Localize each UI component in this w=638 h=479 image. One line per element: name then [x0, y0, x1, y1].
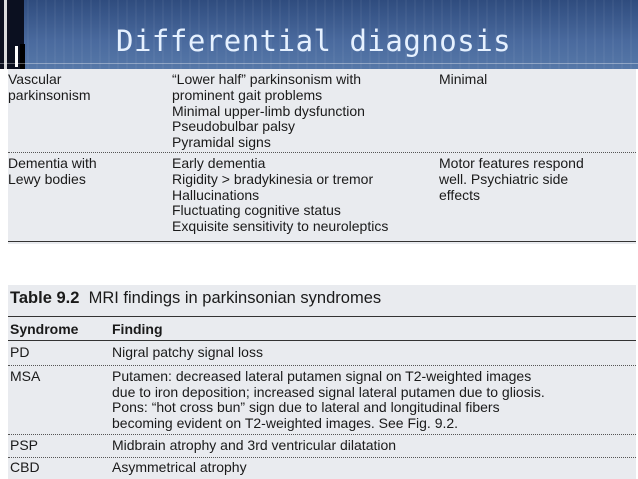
table-caption-text: MRI findings in parkinsonian syndromes — [88, 289, 382, 307]
finding-line: becoming evident on T2-weighted images. See Fig. 9.2. — [112, 414, 459, 431]
condition-cell — [8, 72, 168, 104]
syndrome-cell: CBD — [10, 459, 40, 475]
table-bottom-rule — [8, 241, 636, 242]
response-line: Motor features respond — [439, 155, 584, 171]
finding-cell — [112, 460, 632, 476]
feature-line: Pseudobulbar palsy — [172, 118, 295, 135]
feature-line: Rigidity > bradykinesia or tremor — [172, 170, 374, 187]
features-cell — [172, 156, 440, 235]
features-cell — [172, 72, 440, 151]
finding-cell — [112, 369, 632, 431]
feature-line: Hallucinations — [172, 186, 260, 203]
title-bar-rule — [0, 63, 638, 64]
feature-line: prominent gait problems — [172, 86, 323, 103]
finding-cell — [112, 438, 632, 454]
condition-line: Vascular — [8, 71, 62, 87]
finding-line: due to iron deposition; increased signal lateral putamen due to gliosis. — [112, 383, 545, 400]
finding-cell — [112, 345, 632, 361]
page-title: Differential diagnosis — [116, 24, 512, 58]
header-bottom-rule — [8, 340, 636, 341]
response-cell — [439, 156, 635, 203]
finding-line: Asymmetrical atrophy — [112, 459, 247, 475]
feature-line: Pyramidal signs — [172, 134, 271, 151]
condition-line: Lewy bodies — [8, 170, 86, 187]
table-label: Table 9.2 — [10, 289, 80, 307]
response-line: Minimal — [439, 71, 488, 87]
row-divider — [8, 457, 636, 458]
finding-line: Pons: “hot cross bun” sign due to lateral and longitudinal fibers — [112, 399, 500, 416]
title-bar — [0, 0, 638, 69]
syndrome-cell: PSP — [10, 437, 39, 453]
header-syndrome: Syndrome — [10, 321, 79, 337]
condition-line: Dementia with — [8, 155, 97, 171]
syndrome-cell: MSA — [10, 368, 41, 384]
feature-line: Exquisite sensitivity to neuroleptics — [172, 218, 389, 235]
feature-line: Early dementia — [172, 155, 266, 171]
response-cell — [439, 72, 635, 88]
row-divider — [8, 365, 636, 366]
syndrome-cell: PD — [10, 344, 30, 360]
differential-table — [8, 69, 636, 244]
table-caption — [10, 289, 381, 308]
title-bar-edge-stripe — [4, 0, 7, 69]
finding-line: Midbrain atrophy and 3rd ventricular dilatation — [112, 437, 397, 453]
feature-line: Minimal upper-limb dysfunction — [172, 102, 365, 119]
response-line: effects — [439, 186, 480, 203]
finding-line: Putamen: decreased lateral putamen signal on T2-weighted images — [112, 368, 532, 384]
header-finding: Finding — [112, 321, 163, 337]
title-bar-mark-dark — [20, 44, 25, 69]
row-divider — [8, 434, 636, 435]
feature-line: “Lower half” parkinsonism with — [172, 71, 362, 87]
finding-line: Nigral patchy signal loss — [112, 344, 263, 360]
row-divider — [8, 152, 636, 153]
header-top-rule — [8, 316, 636, 317]
condition-cell — [8, 156, 168, 188]
feature-line: Fluctuating cognitive status — [172, 202, 341, 219]
condition-line: parkinsonism — [8, 86, 91, 103]
mri-findings-table — [8, 285, 636, 479]
response-line: well. Psychiatric side — [439, 170, 569, 187]
